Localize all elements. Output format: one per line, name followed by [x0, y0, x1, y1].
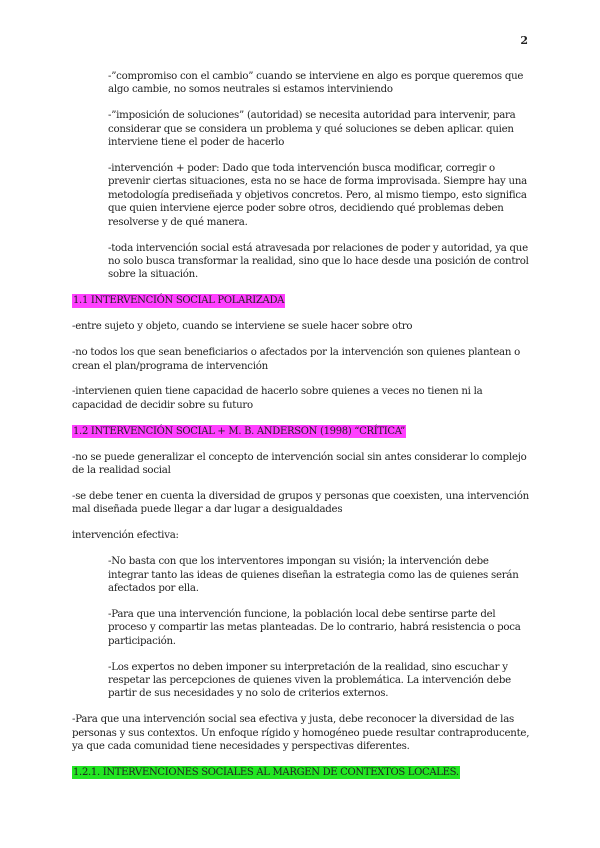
paragraph-expertos: -Los expertos no deben imponer su interpretación de la realidad, sino escuchar y respetar las percepciones de quienes viven la problemática. La intervención debe partir de sus necesidades y no solo de criterios externos. — [108, 661, 511, 700]
paragraph-intervencion-efectiva: intervención efectiva: — [72, 530, 179, 542]
document-body — [72, 70, 530, 792]
paragraph-compromiso: -”compromiso con el cambio” cuando se interviene en algo es porque queremos que algo cambie, no somos neutrales si estamos interviniendo — [108, 71, 524, 96]
paragraph-imposicion: -”imposición de soluciones” (autoridad) se necesita autoridad para intervenir, para considerar que se considera un problema y qué soluciones se deben aplicar. quien interviene tiene el poder de hacerlo — [108, 110, 516, 149]
paragraph-diversidad: -se debe tener en cuenta la diversidad de grupos y personas que coexisten, una intervención mal diseñada puede llegar a dar lugar a desigualdades — [72, 490, 529, 516]
section-heading-3-wrap — [72, 766, 530, 779]
paragraph-relaciones-poder: -toda intervención social está atravesada por relaciones de poder y autoridad, ya que no solo busca transformar la realidad, sino que lo hace desde una posición de control sobre la situación. — [108, 242, 529, 281]
paragraph-sujeto-objeto: -entre sujeto y objeto, cuando se interviene se suele hacer sobre otro — [72, 321, 413, 333]
section-heading-1-wrap — [72, 294, 530, 307]
paragraph-no-basta: -No basta con que los interventores impongan su visión; la intervención debe integrar tanto las ideas de quienes diseñan la estrategia como las de quienes serán afectados por ella. — [108, 556, 519, 594]
section-heading-anderson: 1.2 INTERVENCIÓN SOCIAL + M. B. ANDERSON (1998) “CRÍTICA” — [73, 425, 405, 437]
paragraph-intervencion-poder: -intervención + poder: Dado que toda intervención busca modificar, corregir o prevenir ciertas situaciones, esta no se hace de forma improvisada. Siempre hay una metodología prediseñada y objetivos concretos. Pero, al mismo tiempo, esto significa que quien interviene ejerce poder sobre otros, decidiendo qué problemas deben resolverse y de qué manera. — [108, 163, 527, 228]
section-heading-polarizada: 1.1 INTERVENCIÓN SOCIAL POLARIZADA — [73, 295, 285, 307]
paragraph-capacidad: -intervienen quien tiene capacidad de hacerlo sobre quienes a veces no tienen ni la capacidad de decidir sobre su futuro — [72, 386, 483, 411]
paragraph-beneficiarios: -no todos los que sean beneficiarios o afectados por la intervención son quienes plantean o crean el plan/programa de intervención — [72, 347, 521, 372]
paragraph-efectiva-justa: -Para que una intervención social sea efectiva y justa, debe reconocer la diversidad de las personas y sus contextos. Un enfoque rígido y homogéneo puede resultar contraproducente, ya que cada comunidad tiene necesidades y perspectivas diferentes. — [72, 714, 530, 753]
paragraph-poblacion-local: -Para que una intervención funcione, la población local debe sentirse parte del proceso y compartir las metas planteadas. De lo contrario, habrá resistencia o poca participación. — [108, 608, 521, 647]
section-heading-2-wrap — [72, 425, 530, 438]
paragraph-generalizar: -no se puede generalizar el concepto de intervención social sin antes considerar lo complejo de la realidad social — [72, 451, 527, 477]
section-heading-contextos-locales: 1.2.1. INTERVENCIONES SOCIALES AL MARGEN DE CONTEXTOS LOCALES. — [73, 767, 459, 779]
page-number: 2 — [520, 34, 528, 47]
